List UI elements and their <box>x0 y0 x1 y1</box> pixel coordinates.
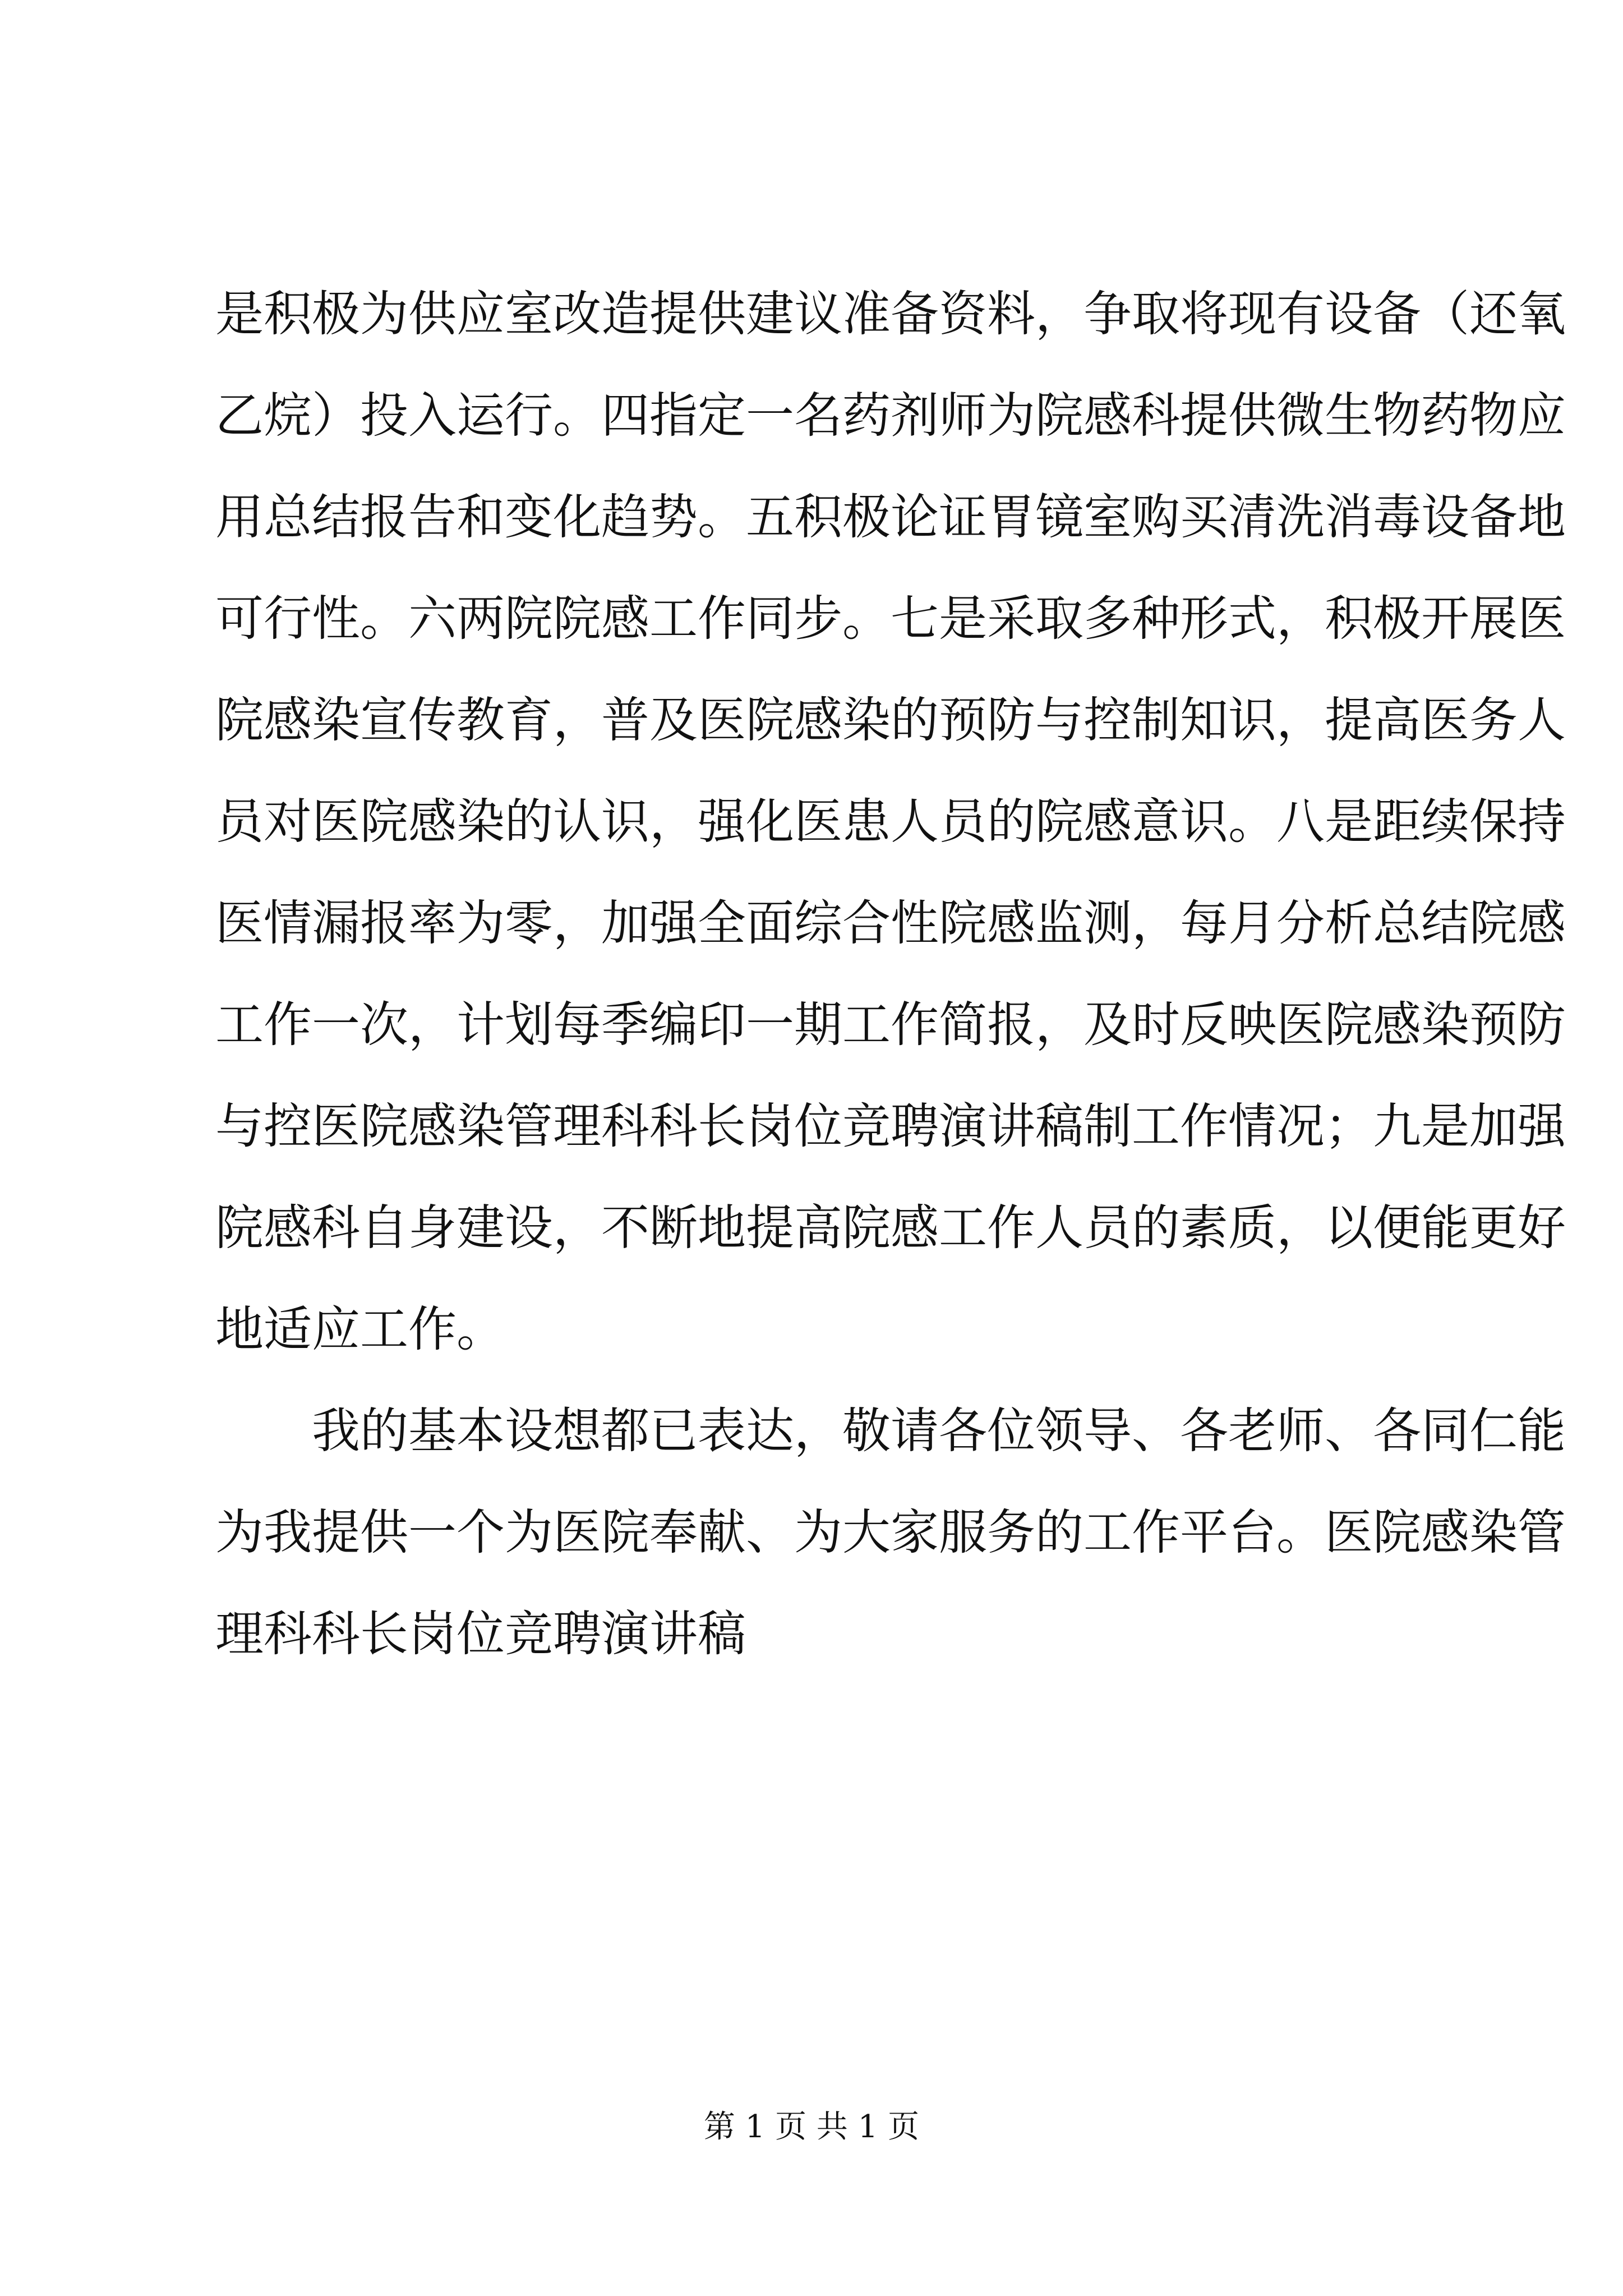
text-line: 与控医院感染管理科科长岗位竞聘演讲稿制工作情况；九是加强 <box>215 1098 1566 1154</box>
text-line: 理科科长岗位竞聘演讲稿 <box>215 1606 746 1662</box>
text-line: 我的基本设想都已表达，敬请各位领导、各老师、各同仁能 <box>215 1403 1566 1459</box>
text-line: 地适应工作。 <box>215 1301 505 1358</box>
text-line: 院感科自身建设，不断地提高院感工作人员的素质，以便能更好 <box>215 1200 1566 1256</box>
text-line: 可行性。六两院院感工作同步。七是采取多种形式，积极开展医 <box>215 591 1566 647</box>
text-line: 医情漏报率为零，加强全面综合性院感监测，每月分析总结院感 <box>215 895 1566 951</box>
text-line: 工作一次，计划每季编印一期工作简报，及时反映医院感染预防 <box>215 997 1566 1053</box>
text-line: 为我提供一个为医院奉献、为大家服务的工作平台。医院感染管 <box>215 1504 1566 1561</box>
text-line: 用总结报告和变化趋势。五积极论证胃镜室购买清洗消毒设备地 <box>215 489 1566 545</box>
text-line: 是积极为供应室改造提供建议准备资料，争取将现有设备（还氧 <box>215 286 1566 342</box>
text-line: 员对医院感染的认识，强化医患人员的院感意识。八是距续保持 <box>215 794 1566 850</box>
text-line: 院感染宣传教育，普及医院感染的预防与控制知识，提高医务人 <box>215 692 1566 748</box>
page-footer <box>0 2105 1623 2150</box>
document-body <box>215 264 1566 1685</box>
text-line: 乙烷）投入运行。四指定一名药剂师为院感科提供微生物药物应 <box>215 388 1566 444</box>
page-number: 第 1 页 共 1 页 <box>703 2109 920 2145</box>
